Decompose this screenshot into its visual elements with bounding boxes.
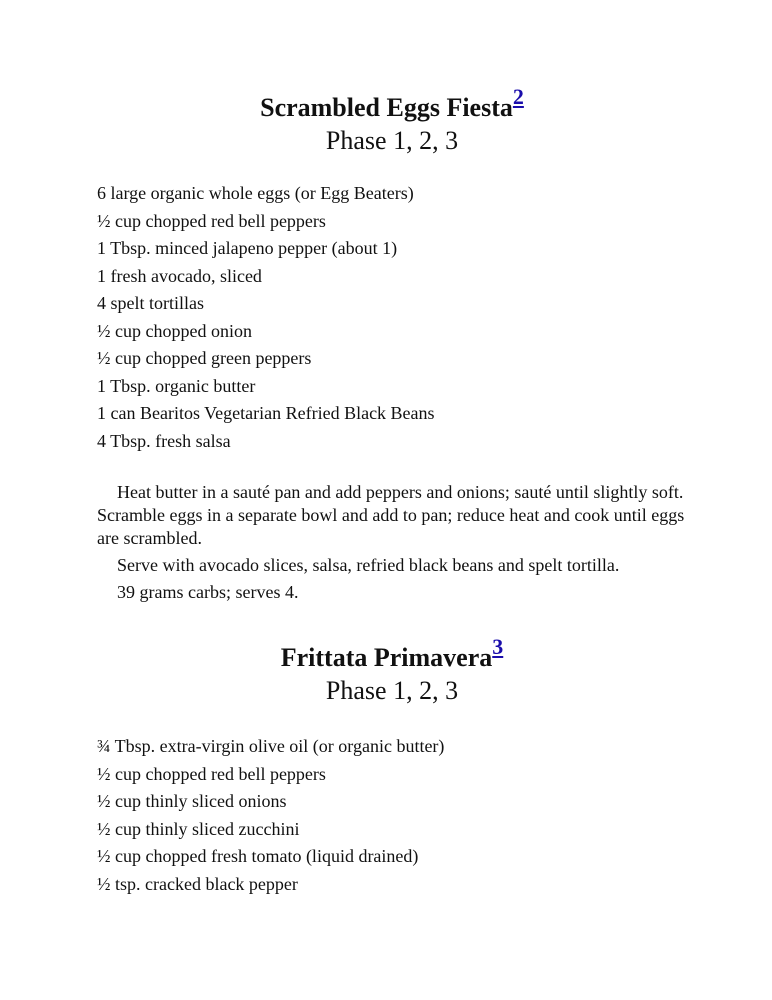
recipe-title-block [97, 84, 687, 158]
ingredient-item: 1 fresh avocado, sliced [97, 265, 262, 286]
instruction-paragraph: 39 grams carbs; serves 4. [117, 582, 299, 602]
instructions [97, 481, 687, 604]
ingredient-item: 6 large organic whole eggs (or Egg Beaters) [97, 183, 414, 203]
ingredient-item: 1 Tbsp. minced jalapeno pepper (about 1) [97, 238, 398, 258]
recipe-frittata-primavera [97, 634, 687, 898]
recipe-title-block [97, 634, 687, 708]
ingredient-item: ½ cup chopped fresh tomato (liquid drained) [97, 846, 419, 866]
recipe-phase: Phase 1, 2, 3 [325, 126, 459, 155]
instruction-paragraph: Heat butter in a sauté pan and add peppers and onions; sauté until slightly soft. Scramble eggs in a separate bowl and add to pan; reduce heat and cook until eggs are scrambled. [97, 482, 685, 548]
ingredient-item: ½ cup chopped red bell peppers [97, 763, 326, 784]
recipe-title [97, 634, 687, 674]
instruction-paragraph: Serve with avocado slices, salsa, refried black beans and spelt tortilla. [117, 555, 620, 575]
ingredient-item: ¾ Tbsp. extra-virgin olive oil (or organic butter) [97, 736, 445, 756]
recipe-phase: Phase 1, 2, 3 [325, 676, 459, 705]
ingredient-item: 4 spelt tortillas [97, 293, 204, 313]
ingredient-item: ½ tsp. cracked black pepper [97, 873, 298, 894]
ingredient-list [97, 180, 687, 455]
ingredient-item: ½ cup thinly sliced zucchini [97, 818, 300, 839]
ingredient-item: ½ cup chopped onion [97, 320, 252, 341]
recipe-title-text: Scrambled Eggs Fiesta [260, 93, 513, 122]
ingredient-item: 1 Tbsp. organic butter [97, 375, 256, 396]
recipe-scrambled-eggs-fiesta [97, 84, 687, 604]
footnote-link[interactable]: 3 [492, 634, 504, 660]
ingredient-item: 1 can Bearitos Vegetarian Refried Black Beans [97, 403, 435, 423]
recipe-title [97, 84, 687, 124]
ingredient-item: ½ cup chopped red bell peppers [97, 210, 326, 231]
ingredient-list [97, 733, 687, 898]
ingredient-item: ½ cup thinly sliced onions [97, 791, 287, 811]
recipe-title-text: Frittata Primavera [280, 643, 493, 672]
ingredient-item: ½ cup chopped green peppers [97, 348, 312, 368]
ingredient-item: 4 Tbsp. fresh salsa [97, 430, 231, 451]
footnote-link[interactable]: 2 [512, 84, 524, 110]
